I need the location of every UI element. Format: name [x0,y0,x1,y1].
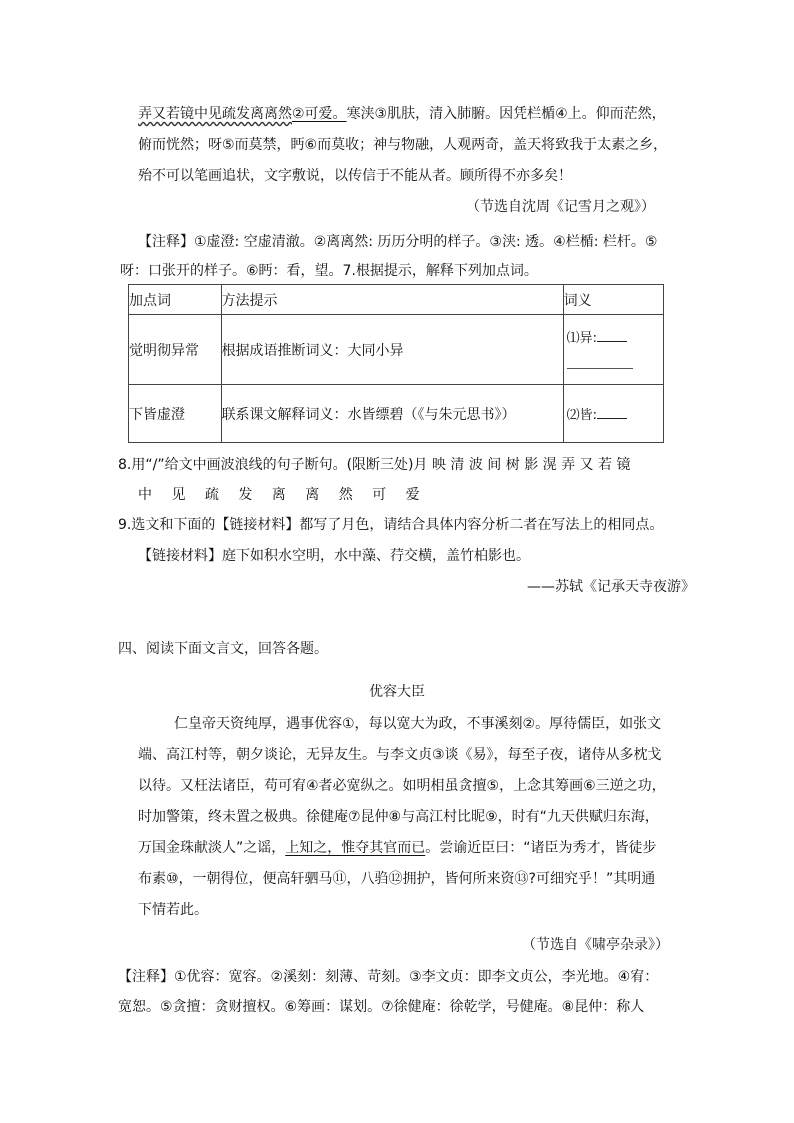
answer-blank[interactable] [597,327,627,342]
table-header-row [129,285,664,315]
meaning-label: ⑵皆: [566,408,597,423]
passage-line: 仁皇帝天资纯厚，遇事优容①，每以宽大为政，不事溪刻②。厚待儒臣，如张文 [174,716,662,732]
table-cell-meaning [563,385,663,443]
table-row [129,385,664,443]
passage-text: 。尝谕近臣曰：“诸臣为秀才，皆徒步 [425,840,657,856]
table-cell-meaning [563,315,663,385]
passage-text: 万国金珠献淡人”之谣， [138,840,286,856]
table-row [129,315,664,385]
passage-line-3: 殆不可以笔画追状，文字敷说，以传信于不能从者。顾所得不亦多矣！ [138,168,572,184]
table-cell-word: 觉明彻异常 [129,315,222,385]
answer-blank[interactable] [597,404,627,419]
passage-line: 时加警策，终未置之极典。徐健庵⑦昆仲⑧与高江村比昵⑨，时有“九天供赋归东海， [138,809,659,825]
question-9-line-1: 9.选文和下面的【链接材料】都写了月色，请结合具体内容分析二者在写法上的相同点。 [118,517,664,533]
table-cell-word: 下皆虚澄 [129,385,222,443]
table-header-method: 方法提示 [221,285,563,315]
notes-line-1: 【注释】①虚澄: 空虚清澈。②离离然: 历历分明的样子。③浃: 透。④栏楯: 栏杆。⑤ [138,234,658,250]
passage-text: 寒浃③肌肤，清入肺腑。因凭栏楯④上。仰而茫然， [346,106,666,122]
link-material-source: ——苏轼《记承天寺夜游》 [527,579,695,595]
table-header-word: 加点词 [129,285,222,315]
passage-title: 优容大臣 [369,684,425,700]
passage-line-1 [138,104,666,124]
vocab-table [128,284,664,443]
underlined-text: ②可爱。 [292,106,347,122]
passage-line [138,838,657,858]
passage-source: （节选自《啸亭杂录》） [522,937,669,953]
passage-line: 下情若此。 [138,902,208,918]
passage-line: 端、高江村等，朝夕谈论，无异友生。与李文贞③谈《易》，每至子夜，诸侍从多枕戈 [138,747,662,763]
wavy-underlined-text: 弄又若镜中见疏发离离然 [138,106,292,122]
link-material: 【链接材料】庭下如积水空明，水中藻、荇交横，盖竹柏影也。 [138,548,530,564]
notes-line-2: 呀：口张开的样子。⑥眄：看，望。7.根据提示，解释下列加点词。 [120,263,538,279]
table-cell-method: 联系课文解释词义：水皆缥碧（《与朱元思书》） [221,385,563,443]
question-8-line-1: 8.用“/”给文中画波浪线的句子断句。(限断三处)月 映 清 波 间 树 影 滉 弄 又 若 镜 [118,457,631,473]
meaning-label: ⑴异: [566,330,597,346]
notes-line-1: 【注释】①优容：宽容。②溪刻：刻薄、苛刻。③李文贞：即李文贞公，李光地。④宥： [118,969,659,985]
underlined-text: 上知之，惟夺其官而已 [285,840,426,856]
answer-blank-continued[interactable] [567,367,633,369]
passage-line: 以待。又枉法诸臣，苟可宥④者必宽纵之。如明相虽贪擅⑤，上念其筹画⑥三逆之功， [138,778,666,794]
question-8-line-2: 中 见 疏 发 离 离 然 可 爱 [138,487,428,503]
notes-line-2: 宽恕。⑤贪擅：贪财擅权。⑥筹画：谋划。⑦徐健庵：徐乾学，号健庵。⑧昆仲：称人 [118,999,645,1015]
passage-line-2: 俯而恍然；呀⑤而莫禁，眄⑥而莫收；神与物融，人观两奇，盖天将致我于太素之乡， [138,137,668,153]
table-header-meaning: 词义 [563,285,663,315]
section-heading: 四、阅读下面文言文，回答各题。 [118,641,328,657]
table-cell-method: 根据成语推断词义：大同小异 [221,315,563,385]
passage-source: （节选自沈周《记雪月之观》） [466,199,655,215]
passage-line: 布素⑩，一朝得位，便高轩驷马⑪，八驺⑫拥护，皆何所来资⑬?可细究乎！”其明通 [138,871,656,887]
